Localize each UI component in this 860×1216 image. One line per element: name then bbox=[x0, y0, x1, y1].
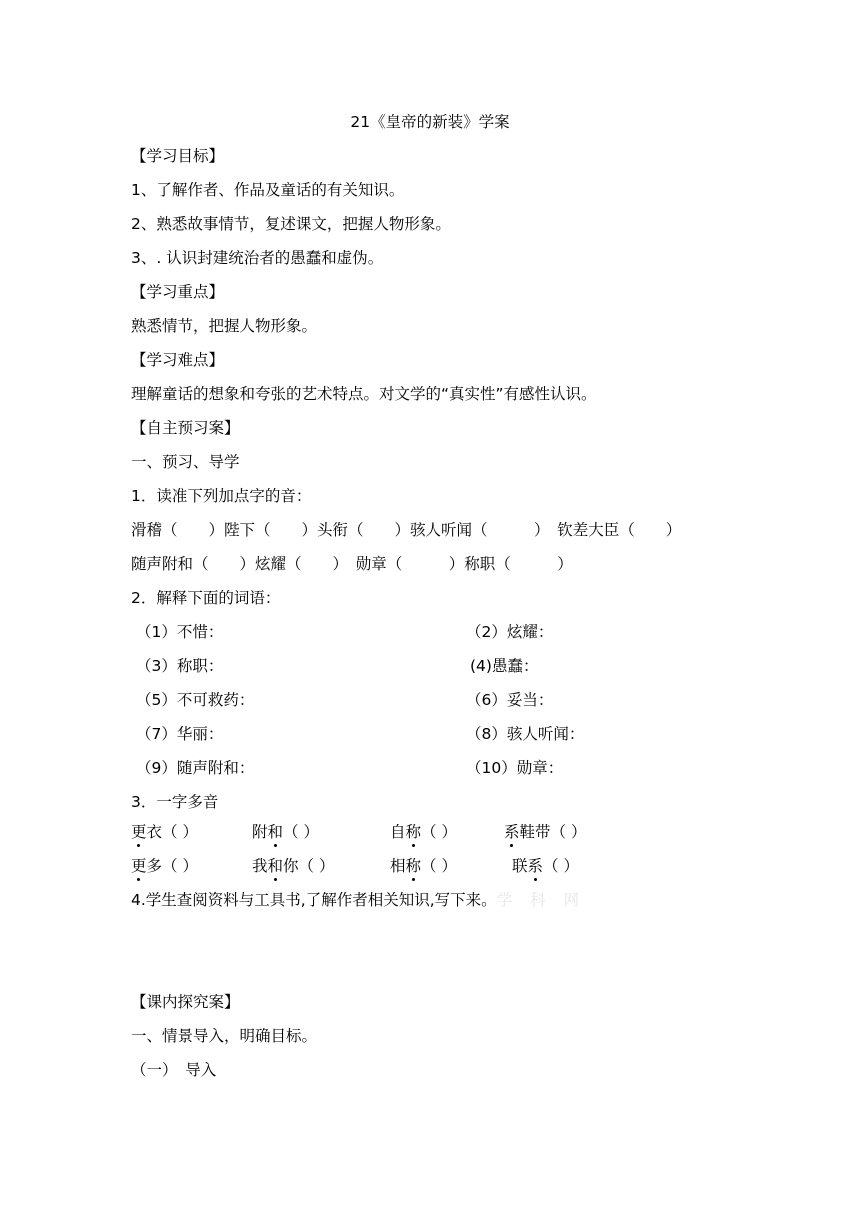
dotted-char: 和 bbox=[267, 823, 284, 841]
dotted-char: 系 bbox=[504, 823, 520, 841]
term-item: （6）妥当： bbox=[466, 691, 554, 709]
section-heading-difficulty: 【学习难点】 bbox=[131, 351, 225, 369]
term-item: （7）华丽： bbox=[136, 725, 224, 743]
difficulty-text: 理解童话的想象和夸张的艺术特点。对文学的“真实性”有感性认识。 bbox=[131, 385, 597, 403]
question-3-title: 3．一字多音 bbox=[131, 793, 219, 811]
term-item: （3）称职： bbox=[136, 657, 224, 675]
document-title: 21《皇帝的新装》学案 bbox=[350, 113, 510, 131]
inclass-subheading: 一、情景导入，明确目标。 bbox=[131, 1027, 318, 1045]
polyphone-item bbox=[252, 822, 319, 842]
dotted-char: 和 bbox=[267, 857, 284, 875]
dotted-char: 更 bbox=[131, 823, 147, 841]
word-part: （ ） bbox=[421, 823, 457, 841]
question-1-row: 滑稽（ ）陛下（ ）头衔（ ）骇人听闻（ ） 钦差大臣（ ） bbox=[131, 521, 682, 539]
word-part: 附 bbox=[252, 823, 268, 841]
word-part: 我 bbox=[252, 857, 268, 875]
word-part: 相 bbox=[390, 857, 406, 875]
question-4-text: 4.学生查阅资料与工具书,了解作者相关知识,写下来。 bbox=[131, 891, 497, 909]
word-part: 多（ ） bbox=[146, 857, 198, 875]
term-item: （2）炫耀： bbox=[466, 623, 554, 641]
inclass-item: （一） 导入 bbox=[131, 1061, 217, 1079]
dotted-char: 称 bbox=[405, 857, 422, 875]
polyphone-item bbox=[252, 856, 334, 876]
section-heading-inclass: 【课内探究案】 bbox=[131, 993, 240, 1011]
polyphone-item bbox=[131, 856, 198, 876]
term-item: （8）骇人听闻： bbox=[466, 725, 585, 743]
word-part: 你（ ） bbox=[283, 857, 335, 875]
term-item: （5）不可救药： bbox=[136, 691, 255, 709]
word-part: 自 bbox=[390, 823, 406, 841]
question-1-row: 随声附和（ ）炫耀（ ） 勋章（ ）称职（ ） bbox=[131, 555, 573, 573]
goal-item: 3、. 认识封建统治者的愚蠢和虚伪。 bbox=[131, 249, 384, 267]
polyphone-item bbox=[512, 856, 579, 876]
question-2-title: 2．解释下面的词语： bbox=[131, 589, 281, 607]
dotted-char: 更 bbox=[131, 857, 147, 875]
question-1-title: 1．读准下列加点字的音： bbox=[131, 487, 312, 505]
goal-item: 1、了解作者、作品及童话的有关知识。 bbox=[131, 181, 405, 199]
question-4 bbox=[131, 890, 597, 910]
term-item: (4)愚蠢： bbox=[470, 657, 539, 675]
dotted-char: 系 bbox=[527, 857, 544, 875]
polyphone-item bbox=[390, 822, 457, 842]
word-part: 联 bbox=[512, 857, 528, 875]
term-item: （9）随声附和： bbox=[136, 759, 255, 777]
word-part: 衣（ ） bbox=[146, 823, 198, 841]
goal-item: 2、熟悉故事情节，复述课文，把握人物形象。 bbox=[131, 215, 451, 233]
watermark: 学科网 bbox=[496, 891, 598, 909]
term-item: （1）不惜： bbox=[136, 623, 224, 641]
word-part: （ ） bbox=[421, 857, 457, 875]
word-part: 鞋带（ ） bbox=[519, 823, 587, 841]
term-item: （10）勋章： bbox=[466, 759, 564, 777]
polyphone-item bbox=[131, 822, 198, 842]
preview-subheading: 一、预习、导学 bbox=[131, 453, 240, 471]
key-point-text: 熟悉情节，把握人物形象。 bbox=[131, 317, 318, 335]
polyphone-item bbox=[390, 856, 457, 876]
section-heading-goals: 【学习目标】 bbox=[131, 147, 225, 165]
section-heading-preview: 【自主预习案】 bbox=[131, 419, 240, 437]
dotted-char: 称 bbox=[405, 823, 422, 841]
word-part: （ ） bbox=[543, 857, 579, 875]
word-part: （ ） bbox=[283, 823, 319, 841]
polyphone-item bbox=[504, 822, 586, 842]
section-heading-key: 【学习重点】 bbox=[131, 283, 225, 301]
